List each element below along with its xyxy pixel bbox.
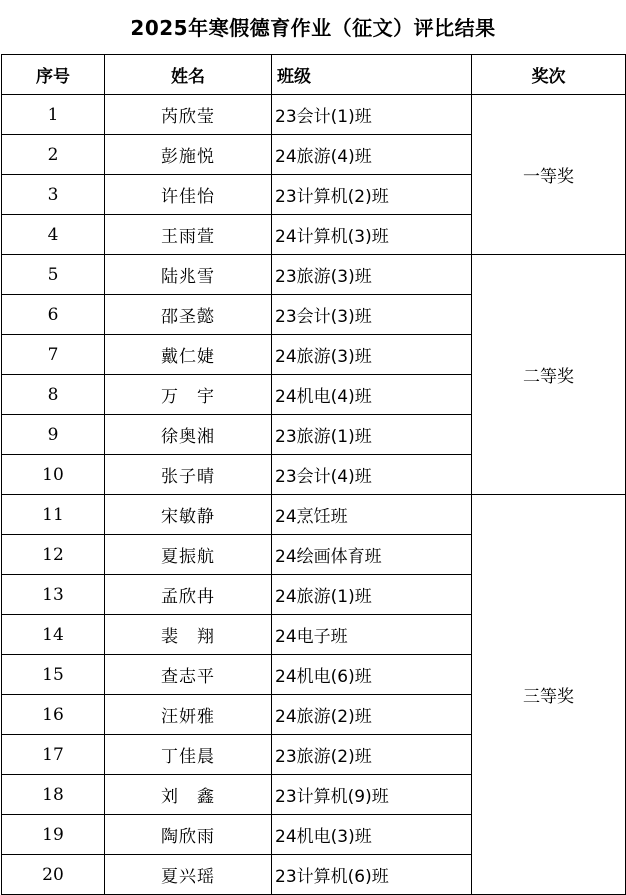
student-class: 24旅游(4)班 xyxy=(272,135,472,175)
student-name: 张子晴 xyxy=(105,455,272,495)
student-name: 刘 鑫 xyxy=(105,775,272,815)
student-class: 23会计(3)班 xyxy=(272,295,472,335)
table-row xyxy=(2,495,626,535)
student-class: 23会计(4)班 xyxy=(272,455,472,495)
student-name: 芮欣莹 xyxy=(105,95,272,135)
row-number: 7 xyxy=(2,335,105,375)
table-row xyxy=(2,95,626,135)
student-name: 查志平 xyxy=(105,655,272,695)
award-level: 二等奖 xyxy=(472,255,626,495)
student-class: 24计算机(3)班 xyxy=(272,215,472,255)
header-award: 奖次 xyxy=(472,55,626,95)
student-class: 23旅游(2)班 xyxy=(272,735,472,775)
student-name: 孟欣冉 xyxy=(105,575,272,615)
student-class: 24烹饪班 xyxy=(272,495,472,535)
student-class: 23计算机(9)班 xyxy=(272,775,472,815)
student-name: 夏振航 xyxy=(105,535,272,575)
header-class: 班级 xyxy=(272,55,472,95)
row-number: 4 xyxy=(2,215,105,255)
student-name: 裴 翔 xyxy=(105,615,272,655)
student-class: 23计算机(2)班 xyxy=(272,175,472,215)
student-name: 戴仁婕 xyxy=(105,335,272,375)
table-body xyxy=(2,95,626,895)
student-name: 夏兴瑶 xyxy=(105,855,272,895)
row-number: 17 xyxy=(2,735,105,775)
student-name: 徐奥湘 xyxy=(105,415,272,455)
row-number: 9 xyxy=(2,415,105,455)
header-number: 序号 xyxy=(2,55,105,95)
row-number: 13 xyxy=(2,575,105,615)
student-class: 24旅游(3)班 xyxy=(272,335,472,375)
student-class: 23会计(1)班 xyxy=(272,95,472,135)
row-number: 11 xyxy=(2,495,105,535)
student-name: 陆兆雪 xyxy=(105,255,272,295)
row-number: 3 xyxy=(2,175,105,215)
row-number: 1 xyxy=(2,95,105,135)
student-class: 24绘画体育班 xyxy=(272,535,472,575)
table-row xyxy=(2,255,626,295)
student-name: 许佳怡 xyxy=(105,175,272,215)
award-level: 一等奖 xyxy=(472,95,626,255)
student-name: 邵圣懿 xyxy=(105,295,272,335)
row-number: 8 xyxy=(2,375,105,415)
student-name: 汪妍雅 xyxy=(105,695,272,735)
row-number: 20 xyxy=(2,855,105,895)
row-number: 2 xyxy=(2,135,105,175)
row-number: 14 xyxy=(2,615,105,655)
student-name: 万 宇 xyxy=(105,375,272,415)
student-class: 24旅游(1)班 xyxy=(272,575,472,615)
student-name: 宋敏静 xyxy=(105,495,272,535)
row-number: 5 xyxy=(2,255,105,295)
student-class: 24电子班 xyxy=(272,615,472,655)
student-class: 23计算机(6)班 xyxy=(272,855,472,895)
student-name: 丁佳晨 xyxy=(105,735,272,775)
student-name: 陶欣雨 xyxy=(105,815,272,855)
student-name: 王雨萱 xyxy=(105,215,272,255)
header-name: 姓名 xyxy=(105,55,272,95)
row-number: 19 xyxy=(2,815,105,855)
results-table xyxy=(1,54,626,895)
row-number: 15 xyxy=(2,655,105,695)
student-class: 24机电(6)班 xyxy=(272,655,472,695)
student-name: 彭施悦 xyxy=(105,135,272,175)
student-class: 24机电(4)班 xyxy=(272,375,472,415)
page-title: 2025年寒假德育作业（征文）评比结果 xyxy=(130,16,496,40)
row-number: 10 xyxy=(2,455,105,495)
header-row xyxy=(2,55,626,95)
row-number: 6 xyxy=(2,295,105,335)
student-class: 24旅游(2)班 xyxy=(272,695,472,735)
row-number: 12 xyxy=(2,535,105,575)
row-number: 18 xyxy=(2,775,105,815)
student-class: 23旅游(1)班 xyxy=(272,415,472,455)
student-class: 24机电(3)班 xyxy=(272,815,472,855)
student-class: 23旅游(3)班 xyxy=(272,255,472,295)
award-level: 三等奖 xyxy=(472,495,626,895)
row-number: 16 xyxy=(2,695,105,735)
